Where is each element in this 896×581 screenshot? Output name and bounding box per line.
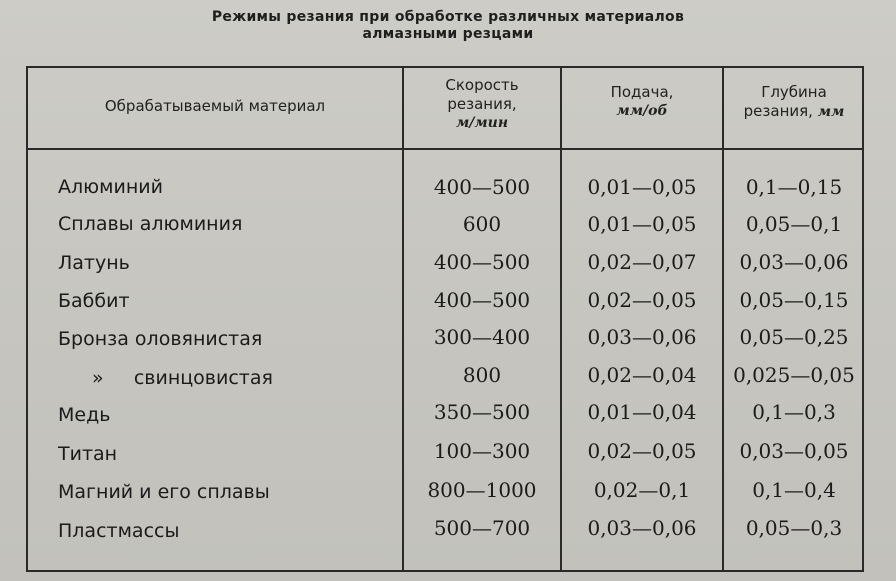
cell-feed: 0,03—0,06 [587,325,697,349]
header-feed-line-1: Подача, [610,83,674,101]
cell-feed: 0,02—0,07 [587,250,697,274]
cell-feed: 0,02—0,05 [587,288,697,312]
cell-depth: 0,05—0,15 [739,288,849,312]
header-divider [26,148,864,150]
cell-speed: 800 [462,363,502,387]
header-depth-line-1: Глубина [761,83,827,101]
cell-material: Магний и его сплавы [58,481,270,503]
cell-speed: 400—500 [433,250,531,274]
cell-speed: 300—400 [433,325,531,349]
cell-depth: 0,03—0,05 [739,439,849,463]
cell-material: Пластмассы [58,520,180,542]
cell-material: Алюминий [58,176,163,198]
header-speed [404,76,560,133]
header-speed-unit: м/мин [455,115,509,131]
header-feed-unit: мм/об [616,103,668,119]
header-depth-line-2: резания, [743,102,813,120]
cell-depth: 0,1—0,15 [745,175,843,199]
table-title-line-1: Режимы резания при обработке различных материалов [211,9,685,25]
cell-depth: 0,05—0,3 [745,516,843,540]
header-depth-unit: мм [817,104,845,120]
cell-feed: 0,01—0,04 [587,400,697,424]
cell-feed: 0,02—0,1 [593,478,691,502]
header-depth [724,83,864,122]
cell-material: Сплавы алюминия [58,213,243,235]
cell-speed: 500—700 [433,516,531,540]
cell-material: Титан [58,443,118,465]
header-feed [562,83,722,121]
header-speed-line-1: Скорость [445,76,519,94]
cell-material: Баббит [58,290,130,312]
header-material-label: Обрабатываемый материал [104,97,326,115]
cell-feed: 0,03—0,06 [587,516,697,540]
cell-depth: 0,1—0,3 [752,400,836,424]
cell-material: Латунь [58,252,130,274]
cell-depth: 0,05—0,1 [745,212,843,236]
cell-speed: 350—500 [433,400,531,424]
cell-depth: 0,05—0,25 [739,325,849,349]
header-speed-line-2: резания, [447,95,517,113]
cell-material: Медь [58,404,111,426]
cell-material: Бронза оловянистая [58,328,263,350]
cell-speed: 800—1000 [427,478,537,502]
cell-speed: 100—300 [433,439,531,463]
cell-feed: 0,01—0,05 [587,212,697,236]
cell-material: » свинцовистая [92,367,273,389]
cell-depth: 0,03—0,06 [739,250,849,274]
cell-depth: 0,025—0,05 [733,363,855,387]
cell-feed: 0,02—0,04 [587,363,697,387]
cell-speed: 400—500 [433,175,531,199]
cell-speed: 600 [462,212,502,236]
cell-feed: 0,02—0,05 [587,439,697,463]
cell-depth: 0,1—0,4 [752,478,836,502]
cell-feed: 0,01—0,05 [587,175,697,199]
header-material [28,97,402,116]
cell-speed: 400—500 [433,288,531,312]
table-title-line-2: алмазными резцами [362,26,534,42]
